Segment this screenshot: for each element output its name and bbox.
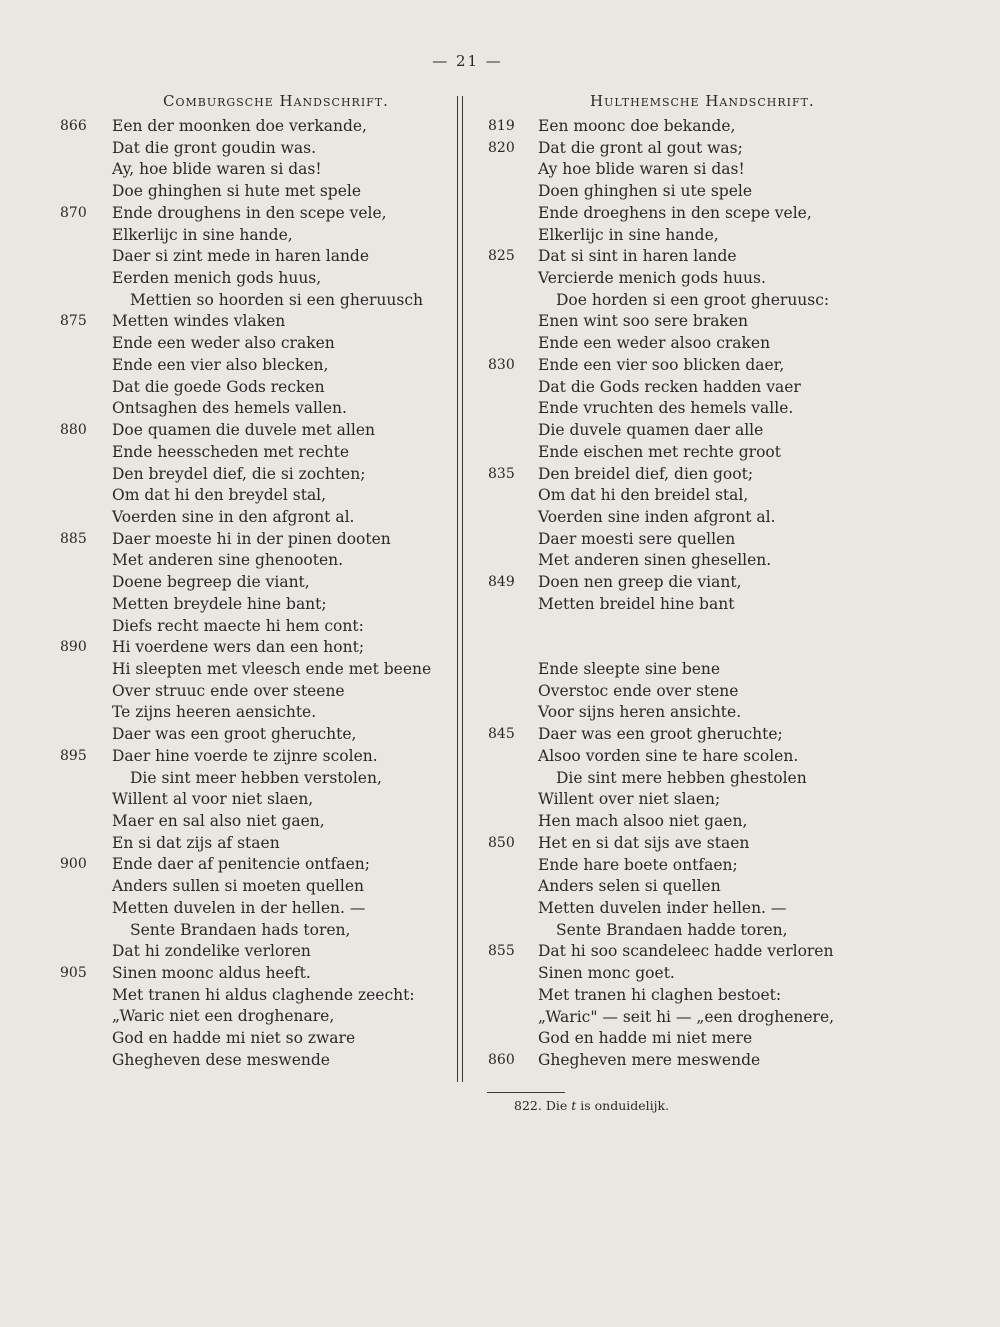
verse-line <box>484 442 904 464</box>
verse-line <box>60 985 450 1007</box>
verse-line <box>484 159 904 181</box>
verse-line <box>484 203 904 225</box>
line-text: „Waric niet een droghenare, <box>112 1007 335 1026</box>
line-text: Anders selen si quellen <box>538 877 721 896</box>
line-text: Een der moonken doe verkande, <box>112 117 367 135</box>
verse-line <box>60 1050 450 1072</box>
verse-line <box>484 746 904 768</box>
footnote-text-post: is onduidelijk. <box>580 1098 670 1113</box>
line-number: 855 <box>488 943 515 960</box>
line-text: Doen nen greep die viant, <box>538 573 742 592</box>
line-text: Om dat hi den breidel stal, <box>538 486 749 505</box>
line-text: Metten breidel hine bant <box>538 594 735 613</box>
line-text: Doe ghinghen si hute met spele <box>112 182 362 201</box>
line-text: Hi sleepten met vleesch ende met beene <box>112 659 432 678</box>
verse-line <box>484 181 904 203</box>
line-text: Met tranen hi aldus claghende zeecht: <box>112 985 415 1004</box>
verse-line <box>60 854 450 876</box>
line-text: Dat die Gods recken hadden vaer <box>538 377 801 396</box>
line-number: 905 <box>60 965 87 982</box>
line-text: God en hadde mi niet mere <box>538 1029 753 1048</box>
line-number: 885 <box>60 530 87 547</box>
verse-line <box>60 659 450 681</box>
line-text: Te zijns heeren aensichte. <box>112 703 317 722</box>
footnote-number: 822. <box>514 1098 542 1113</box>
line-text: Vercierde menich gods huus. <box>538 269 766 288</box>
comburg-column-title: Comburgsche Handschrift. <box>163 92 389 110</box>
line-text: Metten windes vlaken <box>112 312 286 331</box>
line-text: Met anderen sinen ghesellen. <box>538 551 772 570</box>
line-text: Dat hi zondelike verloren <box>112 942 311 961</box>
verse-line <box>484 681 904 703</box>
verse-line <box>60 442 450 464</box>
verse-line <box>484 138 904 160</box>
verse-line <box>484 246 904 268</box>
verse-line <box>60 550 450 572</box>
verse-line <box>60 702 450 724</box>
line-text: Dat hi soo scandeleec hadde verloren <box>538 942 834 961</box>
verse-line <box>60 941 450 963</box>
line-number: 890 <box>60 639 87 656</box>
line-text: Met tranen hi claghen bestoet: <box>538 985 782 1004</box>
verse-line <box>484 963 904 985</box>
line-text: Doe horden si een groot gheruusc: <box>556 290 830 309</box>
verse-line <box>60 681 450 703</box>
verse-line <box>484 616 904 660</box>
verse-line <box>484 116 904 138</box>
verse-line <box>60 116 450 138</box>
line-number: 819 <box>488 118 515 134</box>
line-text: Daer was een groot gheruchte; <box>538 725 783 744</box>
verse-line <box>484 225 904 247</box>
verse-line <box>484 985 904 1007</box>
line-number: 845 <box>488 726 515 743</box>
verse-line <box>484 572 904 594</box>
verse-line <box>484 920 904 942</box>
verse-line <box>484 833 904 855</box>
line-text: Voor sijns heren ansichte. <box>538 703 742 722</box>
column-divider <box>457 96 463 1082</box>
line-text: Ende heesscheden met rechte <box>112 442 350 461</box>
verse-line <box>60 1006 450 1028</box>
verse-line <box>484 724 904 746</box>
verse-line <box>484 268 904 290</box>
verse-line <box>60 485 450 507</box>
line-text: Ende een vier also blecken, <box>112 355 329 374</box>
line-text: Ay hoe blide waren si das! <box>538 160 745 179</box>
line-text: Ende eischen met rechte groot <box>538 442 781 461</box>
line-number: 825 <box>488 248 515 265</box>
verse-line <box>60 159 450 181</box>
line-text: Willent over niet slaen; <box>538 790 721 809</box>
verse-line <box>60 833 450 855</box>
verse-line <box>484 464 904 486</box>
verse-line <box>484 485 904 507</box>
verse-line <box>60 594 450 616</box>
footnote-rule <box>487 1092 565 1093</box>
line-text: Enen wint soo sere braken <box>538 312 749 331</box>
verse-line <box>484 789 904 811</box>
line-text: Den breydel dief, die si zochten; <box>112 464 366 483</box>
verse-line <box>60 311 450 333</box>
footnote-text-italic: t <box>571 1098 577 1113</box>
verse-line <box>60 616 450 638</box>
verse-line <box>60 789 450 811</box>
verse-line <box>60 333 450 355</box>
hulthem-verse-lines <box>484 116 904 1072</box>
line-text: Daer moesti sere quellen <box>538 529 736 548</box>
verse-line <box>60 876 450 898</box>
line-text: Diefs recht maecte hi hem cont: <box>112 616 364 635</box>
verse-line <box>484 333 904 355</box>
line-text: En si dat zijs af staen <box>112 833 280 852</box>
verse-line <box>484 290 904 312</box>
line-text: Eerden menich gods huus, <box>112 269 322 288</box>
verse-line <box>60 138 450 160</box>
verse-line <box>484 898 904 920</box>
line-text: Voerden sine in den afgront al. <box>112 507 355 526</box>
line-text: Sinen monc goet. <box>538 964 675 983</box>
line-text: Dat si sint in haren lande <box>538 247 737 266</box>
line-number: 866 <box>60 118 87 134</box>
line-number: 895 <box>60 747 87 764</box>
verse-line <box>484 420 904 442</box>
line-text: Elkerlijc in sine hande, <box>112 225 293 244</box>
footnote-text-pre: Die <box>545 1098 568 1113</box>
line-number: 849 <box>488 574 515 591</box>
line-number: 835 <box>488 465 515 482</box>
line-text: Ende sleepte sine bene <box>538 660 721 679</box>
line-text: Ende droeghens in den scepe vele, <box>538 203 812 222</box>
verse-line <box>484 768 904 790</box>
line-text: Ende een weder also craken <box>112 334 335 353</box>
verse-line <box>484 507 904 529</box>
line-text: Mettien so hoorden si een gheruusch <box>130 290 423 309</box>
line-text: Sente Brandaen hads toren, <box>130 920 351 939</box>
comburg-verse-lines <box>60 116 450 1072</box>
line-text: Hen mach alsoo niet gaen, <box>538 812 748 831</box>
verse-line <box>60 572 450 594</box>
verse-line <box>484 594 904 616</box>
verse-line <box>60 637 450 659</box>
line-text: Ontsaghen des hemels vallen. <box>112 399 347 418</box>
verse-line <box>484 941 904 963</box>
line-text: Die sint mere hebben ghestolen <box>556 768 807 787</box>
verse-line <box>60 507 450 529</box>
verse-line <box>60 246 450 268</box>
line-text: Met anderen sine ghenooten. <box>112 551 344 570</box>
line-text: Om dat hi den breydel stal, <box>112 486 327 505</box>
line-number: 820 <box>488 139 515 156</box>
hulthem-column <box>484 92 904 1072</box>
verse-line <box>484 1050 904 1072</box>
line-text: Elkerlijc in sine hande, <box>538 225 719 244</box>
verse-line <box>60 746 450 768</box>
verse-line <box>484 377 904 399</box>
verse-line <box>484 311 904 333</box>
line-text: Metten breydele hine bant; <box>112 594 327 613</box>
line-text: Een moonc doe bekande, <box>538 117 736 135</box>
verse-line <box>484 398 904 420</box>
line-number: 875 <box>60 313 87 330</box>
verse-line <box>60 355 450 377</box>
line-text: Doe quamen die duvele met allen <box>112 421 375 440</box>
line-number: 830 <box>488 356 515 373</box>
line-text: Ende droughens in den scepe vele, <box>112 203 387 222</box>
hulthem-column-title: Hulthemsche Handschrift. <box>590 92 815 110</box>
line-text: Metten duvelen inder hellen. — <box>538 898 787 917</box>
page-number: — 21 — <box>432 52 503 70</box>
line-text: Doen ghinghen si ute spele <box>538 182 753 201</box>
verse-line <box>60 768 450 790</box>
footnote <box>514 1098 669 1113</box>
line-text: Daer was een groot gheruchte, <box>112 725 357 744</box>
line-text: Ende hare boete ontfaen; <box>538 855 738 874</box>
line-text: Dat die gront al gout was; <box>538 138 743 157</box>
verse-line <box>484 550 904 572</box>
line-text: Voerden sine inden afgront al. <box>538 507 776 526</box>
verse-line <box>60 1028 450 1050</box>
line-text: Die duvele quamen daer alle <box>538 421 764 440</box>
line-text: Dat die gront goudin was. <box>112 138 317 157</box>
line-number: 850 <box>488 834 515 851</box>
line-number: 880 <box>60 422 87 439</box>
line-text: Ay, hoe blide waren si das! <box>112 160 322 179</box>
verse-line <box>484 659 904 681</box>
verse-line <box>60 963 450 985</box>
verse-line <box>60 290 450 312</box>
line-text: Metten duvelen in der hellen. — <box>112 898 366 917</box>
line-text: Sente Brandaen hadde toren, <box>556 920 788 939</box>
verse-line <box>484 811 904 833</box>
line-text: Daer si zint mede in haren lande <box>112 247 370 266</box>
line-text: Den breidel dief, dien goot; <box>538 464 754 483</box>
line-text: Ghegheven dese meswende <box>112 1050 330 1069</box>
verse-line <box>60 529 450 551</box>
verse-line <box>484 1028 904 1050</box>
verse-line <box>60 225 450 247</box>
line-number: 900 <box>60 856 87 873</box>
line-text: Daer moeste hi in der pinen dooten <box>112 529 391 548</box>
line-text: God en hadde mi niet so zware <box>112 1029 356 1048</box>
line-text: Over struuc ende over steene <box>112 681 345 700</box>
line-number: 870 <box>60 204 87 221</box>
line-text: Maer en sal also niet gaen, <box>112 812 325 830</box>
line-text: Anders sullen si moeten quellen <box>112 877 364 896</box>
line-text: Overstoc ende over stene <box>538 681 739 700</box>
verse-line <box>484 1007 904 1029</box>
line-text: Alsoo vorden sine te hare scolen. <box>538 746 799 765</box>
verse-line <box>60 398 450 420</box>
verse-line <box>60 464 450 486</box>
verse-line <box>484 702 904 724</box>
line-text: Sinen moonc aldus heeft. <box>112 964 311 983</box>
verse-line <box>60 811 450 833</box>
line-text: Ende vruchten des hemels valle. <box>538 399 794 418</box>
line-text: Ende een vier soo blicken daer, <box>538 355 785 374</box>
verse-line <box>484 355 904 377</box>
line-text: Het en si dat sijs ave staen <box>538 833 750 852</box>
line-text: Daer hine voerde te zijnre scolen. <box>112 746 378 765</box>
line-text: Hi voerdene wers dan een hont; <box>112 638 365 657</box>
verse-line <box>60 181 450 203</box>
line-text: Ende een weder alsoo craken <box>538 334 771 353</box>
verse-line <box>484 529 904 551</box>
verse-line <box>60 203 450 225</box>
verse-line <box>60 377 450 399</box>
verse-line <box>60 420 450 442</box>
line-text: Ende daer af penitencie ontfaen; <box>112 855 370 874</box>
verse-line <box>60 724 450 746</box>
verse-line <box>60 268 450 290</box>
line-text: Doene begreep die viant, <box>112 573 310 592</box>
verse-line <box>484 876 904 898</box>
line-text: Ghegheven mere meswende <box>538 1050 761 1069</box>
line-text: Die sint meer hebben verstolen, <box>130 768 382 787</box>
line-text: „Waric" — seit hi — „een droghenere, <box>538 1007 835 1026</box>
comburg-column <box>60 92 450 1072</box>
verse-line <box>60 920 450 942</box>
line-text: Willent al voor niet slaen, <box>112 790 314 809</box>
line-number: 860 <box>488 1051 515 1068</box>
verse-line <box>484 855 904 877</box>
verse-line <box>60 898 450 920</box>
line-text: Dat die goede Gods recken <box>112 377 325 396</box>
